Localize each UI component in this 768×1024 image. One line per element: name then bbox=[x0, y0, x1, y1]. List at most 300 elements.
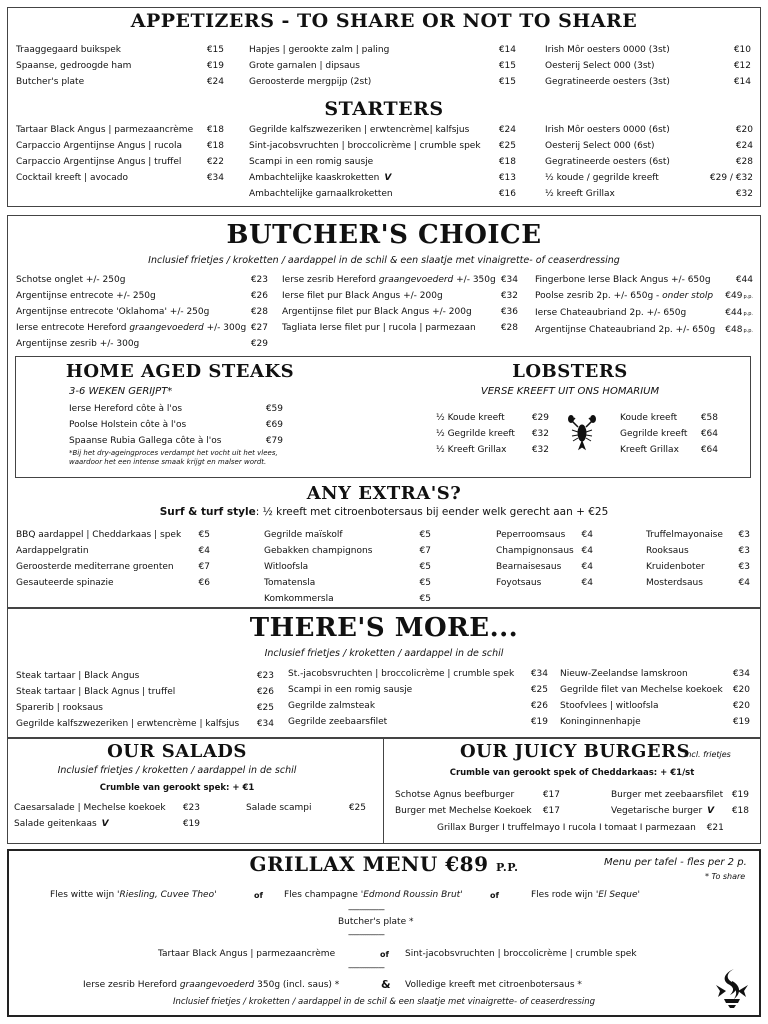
grillax-burger-price: €21 bbox=[706, 823, 724, 833]
menu-item-name: Butcher's plate bbox=[16, 77, 85, 87]
menu-item-price: €4 bbox=[581, 546, 593, 556]
menu-item-name: Gegrilde filet van Mechelse koekoek bbox=[560, 685, 723, 695]
menu-item-price: €15 bbox=[206, 45, 224, 55]
menu-item-price: €23 bbox=[256, 671, 274, 681]
menu-item-price: €24 bbox=[206, 77, 224, 87]
grillax-note: Menu per tafel - fles per 2 p. bbox=[604, 857, 747, 868]
menu-item-price: €19 bbox=[731, 790, 749, 800]
menu-item bbox=[249, 154, 516, 170]
menu-item-price: €26 bbox=[256, 687, 274, 697]
appetizers-title: APPETIZERS - TO SHARE OR NOT TO SHARE bbox=[130, 10, 638, 32]
grillax-burger-name: Grillax Burger I truffelmayo I rucola I tomaat I parmezaan bbox=[437, 823, 696, 833]
menu-item bbox=[14, 800, 200, 816]
menu-item bbox=[395, 803, 560, 819]
menu-item bbox=[264, 591, 431, 607]
lobster-icon bbox=[567, 415, 597, 451]
more-col2 bbox=[288, 666, 548, 730]
grillax-kreeft: Volledige kreeft met citroenbotersaus * bbox=[405, 980, 582, 990]
menu-item-price: €16 bbox=[498, 189, 516, 199]
menu-item-price: €22 bbox=[206, 157, 224, 167]
menu-item bbox=[545, 138, 753, 154]
menu-item-price: €36 bbox=[500, 307, 518, 317]
menu-item-name: Gegrilde maïskolf bbox=[264, 530, 343, 540]
menu-item-price: €24 bbox=[735, 141, 753, 151]
grillax-logo-icon bbox=[712, 967, 752, 1009]
menu-item-name: Ambachtelijke garnaalkroketten bbox=[249, 189, 393, 199]
grillax-wine-champagne bbox=[284, 887, 463, 903]
menu-item-name: Koninginnenhapje bbox=[560, 717, 641, 727]
per-person-label: p.p. bbox=[743, 311, 753, 317]
menu-item-price: €5 bbox=[198, 530, 210, 540]
menu-item-name: Steak tartaar | Black Angus bbox=[16, 671, 140, 681]
menu-item bbox=[535, 272, 753, 288]
menu-item bbox=[16, 668, 274, 684]
menu-item-name: Truffelmayonaise bbox=[646, 530, 723, 540]
menu-item-name: Burger met Mechelse Koekoek bbox=[395, 806, 532, 816]
menu-item-price: €28 bbox=[250, 307, 268, 317]
menu-item-price: €23 bbox=[182, 803, 200, 813]
menu-item-price: €5 bbox=[419, 530, 431, 540]
menu-item-price: €34 bbox=[530, 669, 548, 679]
menu-item-price: €4 bbox=[198, 546, 210, 556]
menu-item-price: €19 bbox=[732, 717, 750, 727]
menu-item-name: Tomatensla bbox=[264, 578, 316, 588]
menu-item-price: €29 bbox=[250, 339, 268, 349]
menu-item bbox=[282, 304, 518, 320]
menu-item-name: Gegrilde kreeft bbox=[620, 429, 688, 439]
menu-item-name: Witloofsla bbox=[264, 562, 309, 572]
menu-item-name: Geroosterde mediterrane groenten bbox=[16, 562, 174, 572]
menu-item-price: €4 bbox=[738, 578, 750, 588]
aged-note-1: *Bij het dry-ageingproces verdampt het vocht uit het vlees, bbox=[69, 449, 278, 457]
menu-item-name: Irish Môr oesters 0000 (6st) bbox=[545, 125, 670, 135]
menu-item-price: €25 bbox=[530, 685, 548, 695]
menu-item-name: Carpaccio Argentijnse Angus | rucola bbox=[16, 141, 183, 151]
extras-col3 bbox=[496, 527, 593, 591]
menu-item-name: Champignonsaus bbox=[496, 546, 574, 556]
menu-item bbox=[545, 58, 751, 74]
wine-white-name: 'Riesling, Cuvee Theo' bbox=[117, 890, 217, 900]
menu-item-price: €58 bbox=[700, 413, 718, 423]
grillax-wine-white bbox=[50, 887, 217, 903]
menu-item-price: €25 bbox=[498, 141, 516, 151]
menu-item bbox=[436, 410, 549, 426]
menu-item bbox=[545, 42, 751, 58]
menu-item bbox=[16, 154, 224, 170]
menu-item-price: €3 bbox=[738, 562, 750, 572]
menu-item bbox=[16, 138, 224, 154]
menu-item-price: €64 bbox=[700, 445, 718, 455]
menu-item bbox=[16, 684, 274, 700]
menu-item-name: Steak tartaar | Black Agnus | truffel bbox=[16, 687, 176, 697]
menu-item-name: Spaanse, gedroogde ham bbox=[16, 61, 132, 71]
menu-item-price: €3 bbox=[738, 546, 750, 556]
lobsters-title: LOBSTERS bbox=[512, 361, 628, 382]
menu-item-price: €17 bbox=[542, 790, 560, 800]
menu-item-name: Gegrilde kalfszwezeriken | erwtencrème| kalfsjus bbox=[249, 125, 470, 135]
menu-item-price: €44 bbox=[735, 275, 753, 285]
menu-item-price: €24 bbox=[498, 125, 516, 135]
grillax-of-1: of bbox=[254, 891, 263, 900]
menu-item bbox=[249, 186, 516, 202]
menu-item bbox=[16, 716, 274, 732]
menu-item bbox=[611, 803, 749, 819]
zesrib-pre: Ierse zesrib Hereford bbox=[83, 980, 180, 990]
starters-col3 bbox=[545, 122, 753, 202]
menu-item-name: Foyotsaus bbox=[496, 578, 542, 588]
menu-item-name: Ierse entrecote Hereford graangevoederd +/- 300g bbox=[16, 323, 247, 333]
menu-item bbox=[16, 559, 210, 575]
wine-champagne-name: 'Edmond Roussin Brut' bbox=[360, 890, 463, 900]
menu-item-price: €32 bbox=[500, 291, 518, 301]
menu-item bbox=[16, 122, 224, 138]
menu-item bbox=[496, 527, 593, 543]
menu-item-price: €5 bbox=[419, 578, 431, 588]
menu-item bbox=[264, 543, 431, 559]
grillax-sintjacobs: Sint-jacobsvruchten | broccolicrème | crumble spek bbox=[405, 949, 637, 959]
grillax-dashes-1: ------------------- bbox=[348, 905, 384, 914]
menu-item-price: €27 bbox=[250, 323, 268, 333]
appetizers-col2 bbox=[249, 42, 516, 90]
menu-item-name: St.-jacobsvruchten | broccolicrème | crumble spek bbox=[288, 669, 515, 679]
menu-item-name: Gesauteerde spinazie bbox=[16, 578, 114, 588]
menu-item bbox=[288, 698, 548, 714]
grillax-of-2: of bbox=[490, 891, 499, 900]
menu-item bbox=[16, 288, 268, 304]
per-person-label: p.p. bbox=[743, 328, 753, 334]
menu-item bbox=[16, 320, 268, 336]
menu-item-name: Cocktail kreeft | avocado bbox=[16, 173, 128, 183]
menu-item bbox=[264, 527, 431, 543]
menu-item bbox=[646, 559, 750, 575]
extras-col4 bbox=[646, 527, 750, 591]
menu-item bbox=[620, 410, 718, 426]
menu-item bbox=[282, 272, 518, 288]
menu-item-price: €19 bbox=[182, 819, 200, 829]
menu-item-italic: onder stolp bbox=[662, 291, 714, 301]
menu-item-price: €26 bbox=[530, 701, 548, 711]
wine-champagne-pre: Fles champagne bbox=[284, 890, 361, 900]
menu-item-price: €15 bbox=[498, 77, 516, 87]
menu-item-name: Caesarsalade | Mechelse koekoek bbox=[14, 803, 166, 813]
butchers-col3 bbox=[535, 272, 753, 339]
salads-crumble: Crumble van gerookt spek: + €1 bbox=[99, 783, 255, 793]
menu-item-name: ½ kreeft Grillax bbox=[545, 189, 615, 199]
menu-item-name: Kreeft Grillax bbox=[620, 445, 679, 455]
menu-item bbox=[14, 816, 200, 832]
grillax-footer: Inclusief frietjes / kroketten / aardappel in de schil & een slaatje met vinaigrette- of ceaserdressing bbox=[172, 997, 595, 1007]
grillax-tartaar: Tartaar Black Angus | parmezaancrème bbox=[158, 949, 336, 959]
menu-item-price: €4 bbox=[581, 578, 593, 588]
menu-item-name: Grote garnalen | dipsaus bbox=[249, 61, 360, 71]
menu-item-price: €34 bbox=[500, 275, 518, 285]
menu-item-price: €10 bbox=[733, 45, 751, 55]
menu-item-price: €19 bbox=[530, 717, 548, 727]
menu-item-name: Salade geitenkaas V bbox=[14, 819, 109, 829]
menu-item bbox=[69, 433, 283, 449]
menu-item-name: Rooksaus bbox=[646, 546, 689, 556]
menu-item bbox=[16, 336, 268, 352]
menu-item-price: €29 bbox=[531, 413, 549, 423]
menu-item-name: Argentijnse zesrib +/- 300g bbox=[16, 339, 140, 349]
extras-col1 bbox=[16, 527, 210, 591]
menu-item bbox=[249, 122, 516, 138]
menu-item-price: €59 bbox=[265, 404, 283, 414]
menu-item bbox=[69, 417, 283, 433]
menu-item-name: Gegrilde zeebaarsfilet bbox=[288, 717, 388, 727]
salads-title: OUR SALADS bbox=[107, 741, 247, 762]
menu-item-name: Ierse filet pur Black Angus +/- 200g bbox=[282, 291, 443, 301]
menu-item bbox=[646, 575, 750, 591]
menu-item-name: Gegratineerde oesters (3st) bbox=[545, 77, 670, 87]
menu-item-name: Komkommersla bbox=[264, 594, 334, 604]
menu-item bbox=[16, 543, 210, 559]
menu-item-name: Geroosterde mergpijp (2st) bbox=[249, 77, 372, 87]
menu-item-name: Scampi in een romig sausje bbox=[288, 685, 413, 695]
menu-item-price: €32 bbox=[531, 429, 549, 439]
menu-item-price: €15 bbox=[498, 61, 516, 71]
menu-item-name: Schotse onglet +/- 250g bbox=[16, 275, 126, 285]
menu-item-name: Spaanse Rubia Gallega côte à l'os bbox=[69, 436, 222, 446]
menu-item-name: Bearnaisesaus bbox=[496, 562, 562, 572]
grillax-title-text: GRILLAX MENU €89 bbox=[249, 852, 489, 876]
zesrib-post: 350g (incl. saus) * bbox=[254, 980, 340, 990]
menu-item-name: Nieuw-Zeelandse lamskroon bbox=[560, 669, 688, 679]
burgers-left-list bbox=[395, 787, 560, 819]
menu-item-price: €3 bbox=[738, 530, 750, 540]
menu-item bbox=[535, 288, 753, 305]
menu-item bbox=[496, 559, 593, 575]
grillax-burger bbox=[437, 820, 737, 836]
butchers-col1 bbox=[16, 272, 268, 352]
menu-item-name: Carpaccio Argentijnse Angus | truffel bbox=[16, 157, 182, 167]
menu-item-price: €28 bbox=[500, 323, 518, 333]
wine-white-pre: Fles witte wijn bbox=[50, 890, 118, 900]
menu-item bbox=[249, 170, 516, 186]
more-col3 bbox=[560, 666, 750, 730]
menu-item bbox=[545, 186, 753, 202]
vegetarian-icon: V bbox=[384, 173, 392, 183]
menu-item-price: €64 bbox=[700, 429, 718, 439]
menu-item bbox=[249, 74, 516, 90]
menu-item-price: €32 bbox=[735, 189, 753, 199]
aged-list bbox=[69, 401, 283, 449]
menu-item-price: €32 bbox=[531, 445, 549, 455]
menu-item-name: Sparerib | rooksaus bbox=[16, 703, 103, 713]
menu-item-name: Ierse zesrib Hereford graangevoederd +/- 350g bbox=[282, 275, 496, 285]
menu-item-name: Gegrilde zalmsteak bbox=[288, 701, 376, 711]
menu-item-name: Oesterij Select 000 (6st) bbox=[545, 141, 655, 151]
lobsters-right-list bbox=[620, 410, 718, 458]
butchers-subtitle: Inclusief frietjes / kroketten / aardappel in de schil & een slaatje met vinaigrette- of ceaserdressing bbox=[148, 255, 620, 266]
butchers-title: BUTCHER'S CHOICE bbox=[226, 220, 542, 250]
menu-item-name: Peperroomsaus bbox=[496, 530, 566, 540]
menu-item-name: BBQ aardappel | Cheddarkaas | spek bbox=[16, 530, 182, 540]
wine-red-name: 'El Seque' bbox=[595, 890, 641, 900]
menu-item-italic: graangevoederd bbox=[129, 323, 204, 333]
menu-item bbox=[620, 442, 718, 458]
menu-item bbox=[16, 272, 268, 288]
salads-subtitle: Inclusief frietjes / kroketten / aardappel in de schil bbox=[57, 765, 297, 776]
menu-item-price: €44p.p. bbox=[725, 308, 753, 318]
menu-item bbox=[288, 714, 548, 730]
menu-item-price: €18 bbox=[206, 141, 224, 151]
menu-item-price: €20 bbox=[735, 125, 753, 135]
menu-item-name: Schotse Agnus beefburger bbox=[395, 790, 515, 800]
surf-turf bbox=[7, 506, 761, 518]
menu-item-name: Traaggegaard buikspek bbox=[16, 45, 122, 55]
extras-col2 bbox=[264, 527, 431, 607]
menu-item-name: Argentijnse Chateaubriand 2p. +/- 650g bbox=[535, 325, 716, 335]
menu-item bbox=[16, 42, 224, 58]
menu-item-price: €4 bbox=[581, 562, 593, 572]
menu-item bbox=[395, 787, 560, 803]
grillax-pp: P.P. bbox=[495, 861, 519, 874]
menu-item bbox=[69, 401, 283, 417]
menu-item bbox=[436, 442, 549, 458]
menu-item-price: €18 bbox=[731, 806, 749, 816]
menu-item bbox=[264, 559, 431, 575]
menu-item-price: €79 bbox=[265, 436, 283, 446]
menu-item bbox=[264, 575, 431, 591]
lobsters-left-list bbox=[436, 410, 549, 458]
menu-item-name: Gegrilde kalfszwezeriken | erwtencrème | kalfsjus bbox=[16, 719, 240, 729]
menu-item bbox=[16, 74, 224, 90]
menu-item-price: €5 bbox=[419, 562, 431, 572]
menu-item-name: Aardappelgratin bbox=[16, 546, 89, 556]
grillax-amp: & bbox=[381, 978, 391, 991]
menu-item bbox=[496, 575, 593, 591]
menu-item bbox=[545, 122, 753, 138]
appetizers-col3 bbox=[545, 42, 751, 90]
menu-item-name: Poolse Holstein côte à l'os bbox=[69, 420, 187, 430]
extras-title: ANY EXTRA'S? bbox=[306, 483, 462, 504]
starters-col1 bbox=[16, 122, 224, 186]
more-col1 bbox=[16, 668, 274, 732]
menu-item bbox=[496, 543, 593, 559]
grillax-plate: Butcher's plate * bbox=[338, 917, 414, 927]
menu-item bbox=[560, 714, 750, 730]
menu-item-price: €26 bbox=[250, 291, 268, 301]
menu-item-name: Stoofvlees | witloofsla bbox=[560, 701, 659, 711]
salads-left-list bbox=[14, 800, 200, 832]
starters-col2 bbox=[249, 122, 516, 202]
menu-item-price: €29 / €32 bbox=[709, 173, 753, 183]
menu-item-price: €49p.p. bbox=[725, 291, 753, 301]
menu-item bbox=[545, 154, 753, 170]
menu-item-name: Poolse zesrib 2p. +/- 650g - onder stolp bbox=[535, 291, 714, 301]
menu-item-name: Ambachtelijke kaaskroketten V bbox=[249, 173, 392, 183]
grillax-of-3: of bbox=[380, 950, 389, 959]
appetizers-col1 bbox=[16, 42, 224, 90]
menu-item-price: €14 bbox=[498, 45, 516, 55]
menu-item-price: €7 bbox=[198, 562, 210, 572]
lobsters-subtitle: VERSE KREEFT UIT ONS HOMARIUM bbox=[480, 386, 660, 397]
menu-item-price: €25 bbox=[256, 703, 274, 713]
more-subtitle: Inclusief frietjes / kroketten / aardappel in de schil bbox=[264, 648, 504, 659]
menu-item-price: €4 bbox=[581, 530, 593, 540]
menu-item-price: €12 bbox=[733, 61, 751, 71]
menu-item bbox=[436, 426, 549, 442]
menu-item-name: Hapjes | gerookte zalm | paling bbox=[249, 45, 390, 55]
menu-item bbox=[545, 74, 751, 90]
menu-item bbox=[282, 288, 518, 304]
menu-item-name: Argentijnse entrecote +/- 250g bbox=[16, 291, 156, 301]
grillax-zesrib bbox=[83, 977, 339, 993]
menu-item-price: €17 bbox=[542, 806, 560, 816]
aged-subtitle: 3-6 WEKEN GERIJPT* bbox=[69, 386, 173, 397]
salads-right-list bbox=[246, 800, 366, 816]
menu-item-name: ½ koude / gegrilde kreeft bbox=[545, 173, 659, 183]
menu-item-price: €34 bbox=[256, 719, 274, 729]
menu-item-name: Vegetarische burger V bbox=[611, 806, 715, 816]
menu-item-price: €5 bbox=[419, 594, 431, 604]
menu-item-name: Scampi in een romig sausje bbox=[249, 157, 374, 167]
burgers-title: OUR JUICY BURGERS bbox=[460, 741, 691, 762]
menu-item bbox=[288, 682, 548, 698]
menu-item-price: €20 bbox=[732, 685, 750, 695]
menu-item-price: €20 bbox=[732, 701, 750, 711]
menu-item bbox=[646, 527, 750, 543]
menu-item-name: Koude kreeft bbox=[620, 413, 678, 423]
vegetarian-icon: V bbox=[101, 819, 109, 829]
menu-item bbox=[288, 666, 548, 682]
menu-item-price: €7 bbox=[419, 546, 431, 556]
vegetarian-icon: V bbox=[707, 806, 715, 816]
menu-item-name: Argentijnse entrecote 'Oklahoma' +/- 250g bbox=[16, 307, 210, 317]
menu-item-price: €34 bbox=[206, 173, 224, 183]
grillax-dashes-3: ------------------- bbox=[348, 963, 384, 972]
more-title: THERE'S MORE... bbox=[249, 613, 519, 643]
menu-item bbox=[535, 322, 753, 339]
menu-item bbox=[16, 700, 274, 716]
menu-item bbox=[545, 170, 753, 186]
aged-title: HOME AGED STEAKS bbox=[65, 361, 295, 382]
menu-item-price: €69 bbox=[265, 420, 283, 430]
menu-item-price: €23 bbox=[250, 275, 268, 285]
menu-item-italic: graangevoederd bbox=[378, 275, 454, 285]
menu-item bbox=[16, 58, 224, 74]
menu-item-name: Argentijnse filet pur Black Angus +/- 200g bbox=[282, 307, 472, 317]
per-person-label: p.p. bbox=[743, 294, 753, 300]
burgers-incl: Incl. frietjes bbox=[684, 750, 731, 759]
menu-item-price: €18 bbox=[498, 157, 516, 167]
surf-turf-text: : ½ kreeft met citroenbotersaus bij eender welk gerecht aan + €25 bbox=[255, 506, 609, 518]
menu-item bbox=[16, 575, 210, 591]
grillax-note-2: * To share bbox=[705, 872, 746, 881]
menu-item bbox=[646, 543, 750, 559]
menu-item-price: €6 bbox=[198, 578, 210, 588]
burgers-right-list bbox=[611, 787, 749, 819]
menu-item bbox=[249, 42, 516, 58]
starters-title: STARTERS bbox=[324, 98, 444, 120]
menu-item-name: Gegratineerde oesters (6st) bbox=[545, 157, 670, 167]
menu-item-name: Irish Môr oesters 0000 (3st) bbox=[545, 45, 670, 55]
menu-item bbox=[246, 800, 366, 816]
menu-item bbox=[535, 305, 753, 322]
menu-item-price: €18 bbox=[206, 125, 224, 135]
menu-item-name: Tagliata Ierse filet pur | rucola | parmezaan bbox=[282, 323, 476, 333]
menu-item bbox=[560, 682, 750, 698]
menu-item-name: ½ Koude kreeft bbox=[436, 413, 505, 423]
menu-item-name: Burger met zeebaarsfilet bbox=[611, 790, 724, 800]
menu-item bbox=[560, 698, 750, 714]
menu-item-name: Sint-jacobsvruchten | broccolicrème | crumble spek bbox=[249, 141, 481, 151]
menu-item-name: Ierse Hereford côte à l'os bbox=[69, 404, 183, 414]
aged-note-2: waardoor het een intense smaak krijgt en malser wordt. bbox=[69, 458, 267, 466]
menu-item bbox=[16, 304, 268, 320]
menu-item-name: Mosterdsaus bbox=[646, 578, 703, 588]
